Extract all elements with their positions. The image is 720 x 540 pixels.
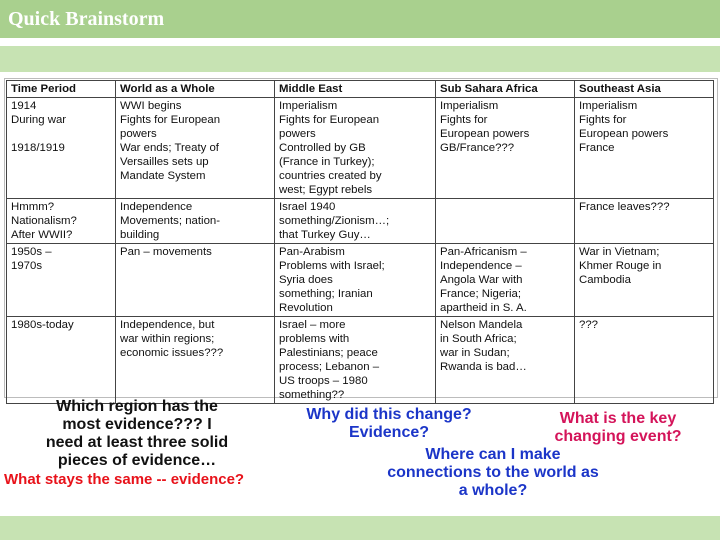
cell-line: Mandate System (120, 170, 206, 182)
table-cell (275, 98, 436, 199)
table-cell (116, 244, 275, 317)
cell-line: Fights for (579, 114, 627, 126)
cell-line: countries created by (279, 170, 382, 182)
table-cell (7, 317, 116, 404)
cell-line: Israel – more (279, 319, 346, 331)
table-cell (275, 199, 436, 244)
header-sub-sahara: Sub Sahara Africa (436, 81, 575, 98)
cell-line: War in Vietnam; (579, 246, 660, 258)
question-why-change (272, 406, 506, 442)
cell-line: 1950s – (11, 246, 52, 258)
cell-line: GB/France??? (440, 142, 515, 154)
cell-line: Hmmm? (11, 201, 55, 213)
cell-line: US troops – 1980 (279, 375, 368, 387)
cell-line: Pan – movements (120, 246, 212, 258)
cell-line: Imperialism (440, 100, 499, 112)
cell-line: apartheid in S. A. (440, 302, 527, 314)
cell-line: Pan-Africanism – (440, 246, 527, 258)
table-body (7, 98, 714, 404)
header-time-period: Time Period (7, 81, 116, 98)
question-line: a whole? (458, 482, 528, 499)
cell-line: France (579, 142, 615, 154)
question-line: need at least three solid (45, 434, 229, 451)
cell-line: After WWII? (11, 229, 73, 241)
table-cell (275, 317, 436, 404)
table-cell (116, 98, 275, 199)
footer-band (0, 516, 720, 540)
cell-line: Angola War with (440, 274, 523, 286)
cell-line: War ends; Treaty of (120, 142, 219, 154)
question-line: Where can I make (425, 446, 561, 463)
table-cell (7, 244, 116, 317)
table-cell (575, 98, 714, 199)
cell-line: something?? (279, 389, 345, 401)
cell-line: Controlled by GB (279, 142, 366, 154)
cell-line: that Turkey Guy… (279, 229, 371, 241)
cell-line: Fights for (440, 114, 488, 126)
table-cell (7, 98, 116, 199)
cell-line: something/Zionism…; (279, 215, 390, 227)
table-cell (7, 199, 116, 244)
table-cell (575, 317, 714, 404)
cell-line: Independence, but (120, 319, 215, 331)
cell-line: Palestinians; peace (279, 347, 378, 359)
cell-line: 1918/1919 (11, 142, 65, 154)
slide-title: Quick Brainstorm (8, 8, 165, 30)
cell-line: building (120, 229, 160, 241)
cell-line: European powers (579, 128, 669, 140)
question-line: Evidence? (348, 424, 430, 441)
header-middle-east: Middle East (275, 81, 436, 98)
question-line: What is the key (559, 410, 677, 427)
cell-line: west; Egypt rebels (279, 184, 373, 196)
question-stays-same (4, 471, 348, 489)
cell-line: During war (11, 114, 67, 126)
question-key-event (526, 410, 710, 446)
question-line: Which region has the (56, 398, 218, 415)
cell-line: France; Nigeria; (440, 288, 522, 300)
cell-line: Imperialism (279, 100, 338, 112)
question-line: pieces of evidence… (57, 452, 217, 469)
question-most-evidence (8, 398, 266, 470)
table-cell (116, 317, 275, 404)
cell-line: Imperialism (579, 100, 638, 112)
table-cell (275, 244, 436, 317)
cell-line: war within regions; (120, 333, 215, 345)
cell-line: WWI begins (120, 100, 182, 112)
cell-line: Cambodia (579, 274, 631, 286)
cell-line: Khmer Rouge in (579, 260, 662, 272)
cell-line: Pan-Arabism (279, 246, 345, 258)
cell-line: Independence (120, 201, 193, 213)
cell-line: Nationalism? (11, 215, 77, 227)
cell-line: Fights for European (279, 114, 380, 126)
cell-line: (France in Turkey); (279, 156, 375, 168)
table-cell (575, 244, 714, 317)
cell-line: Versailles sets up (120, 156, 209, 168)
cell-line: Rwanda is bad… (440, 361, 527, 373)
cell-line (11, 127, 111, 141)
table-cell (436, 317, 575, 404)
table-cell (436, 199, 575, 244)
cell-line: ??? (579, 319, 599, 331)
header-southeast-asia: Southeast Asia (575, 81, 714, 98)
cell-line: Problems with Israel; (279, 260, 385, 272)
table-row (7, 244, 714, 317)
cell-line: process; Lebanon – (279, 361, 380, 373)
question-line: Why did this change? (306, 406, 472, 423)
cell-line: Movements; nation- (120, 215, 221, 227)
table-cell (116, 199, 275, 244)
cell-line: France leaves??? (579, 201, 670, 213)
cell-line: problems with (279, 333, 350, 345)
cell-line: Israel 1940 (279, 201, 336, 213)
table-cell (436, 98, 575, 199)
cell-line: Revolution (279, 302, 333, 314)
table-row (7, 199, 714, 244)
cell-line (440, 200, 570, 214)
cell-line: Syria does (279, 274, 333, 286)
question-connections (348, 446, 638, 500)
question-line: changing event? (554, 428, 682, 445)
table-cell (575, 199, 714, 244)
cell-line: 1914 (11, 100, 37, 112)
cell-line: 1980s-today (11, 319, 74, 331)
question-line: most evidence??? I (62, 416, 212, 433)
cell-line: Independence – (440, 260, 522, 272)
table-row (7, 98, 714, 199)
question-line: What stays the same -- evidence? (4, 471, 245, 488)
brainstorm-table (6, 80, 714, 404)
cell-line: powers (279, 128, 316, 140)
question-line: connections to the world as (387, 464, 599, 481)
cell-line: economic issues??? (120, 347, 224, 359)
table-header-row (7, 81, 714, 98)
cell-line: powers (120, 128, 157, 140)
header-world: World as a Whole (116, 81, 275, 98)
cell-line: Nelson Mandela (440, 319, 523, 331)
cell-line: European powers (440, 128, 530, 140)
table-row (7, 317, 714, 404)
cell-line: Fights for European (120, 114, 221, 126)
cell-line: in South Africa; (440, 333, 517, 345)
cell-line: war in Sudan; (440, 347, 510, 359)
cell-line: 1970s (11, 260, 43, 272)
table-cell (436, 244, 575, 317)
cell-line: something; Iranian (279, 288, 373, 300)
header-stripe (0, 46, 720, 72)
